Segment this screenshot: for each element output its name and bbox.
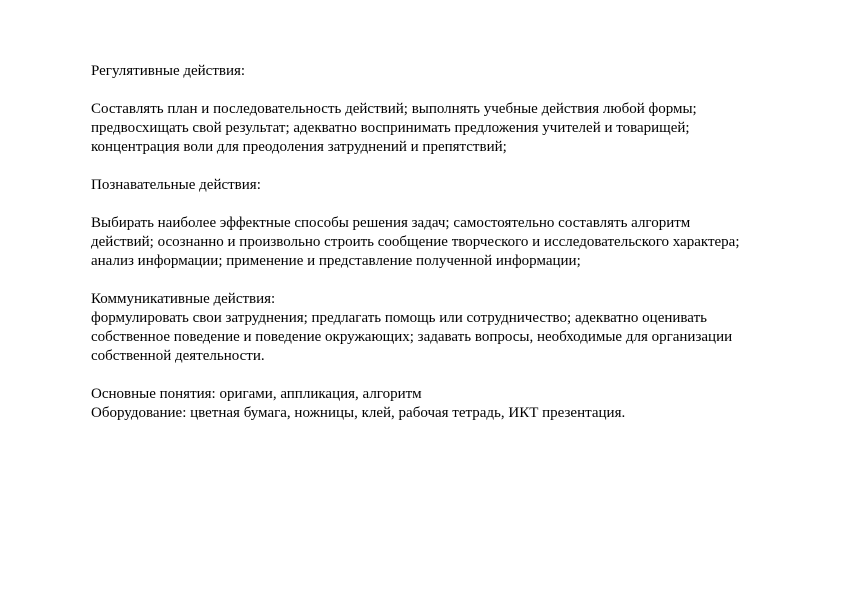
communicative-heading: Коммуникативные действия: [91,291,276,307]
spacer [91,195,811,214]
spacer [91,81,811,100]
regulatory-heading: Регулятивные действия: [91,63,246,79]
cognitive-heading: Познавательные действия: [91,177,261,193]
communicative-line: формулировать свои затруднения; предлагать помощь или сотрудничество; адекватно оценивать [91,310,707,326]
regulatory-line: концентрация воли для преодоления затруднений и препятствий; [91,139,507,155]
cognitive-line: анализ информации; применение и представление полученной информации; [91,253,581,269]
equipment-line: Оборудование: цветная бумага, ножницы, клей, рабочая тетрадь, ИКТ презентация. [91,405,626,421]
communicative-line: собственное поведение и поведение окружающих; задавать вопросы, необходимые для организации [91,329,733,345]
regulatory-line: Составлять план и последовательность действий; выполнять учебные действия любой формы; [91,101,697,117]
document-body [91,62,811,423]
regulatory-line: предвосхищать свой результат; адекватно воспринимать предложения учителей и товарищей; [91,120,690,136]
communicative-line: собственной деятельности. [91,348,265,364]
cognitive-line: действий; осознанно и произвольно строить сообщение творческого и исследовательского характера; [91,234,740,250]
spacer [91,271,811,290]
cognitive-line: Выбирать наиболее эффектные способы решения задач; самостоятельно составлять алгоритм [91,215,691,231]
spacer [91,157,811,176]
concepts-line: Основные понятия: оригами, аппликация, алгоритм [91,386,422,402]
spacer [91,366,811,385]
